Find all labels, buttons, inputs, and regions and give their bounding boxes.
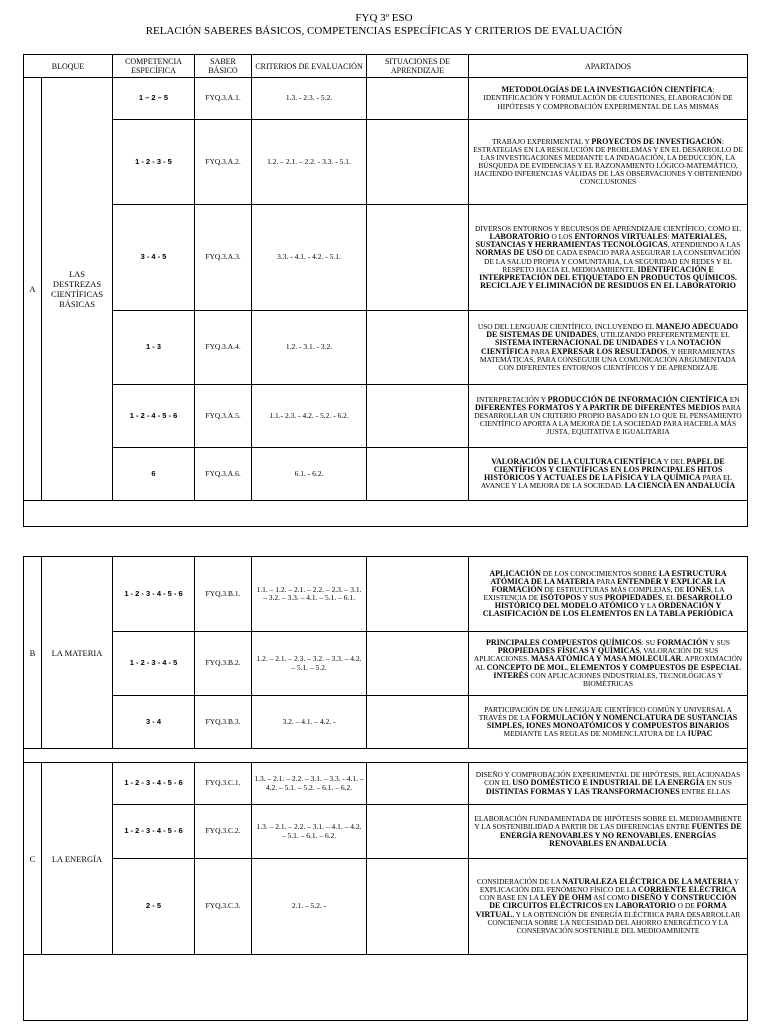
apartado-text: DE CADA ESPACIO PARA ASEGURAR LA CONSERVACIÓN DE LA SALUD PROPIA Y COMUNITARIA, LA SEGURIDAD EN REDES Y EL RESPETO HACIA EL MEDIOAMBIENTE. — [484, 248, 741, 274]
apartado-bold-text: DISEÑO Y CONSTRUCCIÓN DE CIRCUITOS ELÉCTRICOS — [489, 893, 737, 911]
apartado-text: EN SUS — [704, 778, 732, 788]
apartado-bold-text: ENTENDER Y EXPLICAR LA FORMACIÓN — [491, 576, 726, 594]
situaciones-cell — [367, 385, 469, 448]
apartado-text: USO DEL LENGUAJE CIENTÍFICO, INCLUYENDO EL — [477, 322, 656, 332]
col-saber: SABER BÁSICO — [195, 55, 252, 78]
table-row — [24, 763, 748, 805]
apartado-text: O DE — [675, 901, 697, 911]
apartado-text: , LA EXISTENCIA DE — [483, 584, 725, 602]
apartados-cell — [469, 632, 748, 696]
competencia-cell: 1 - 2 - 3 - 4 - 5 - 6 — [113, 805, 195, 859]
apartado-bold-text: PAPEL DE CIENTÍFICOS Y CIENTÍFICAS EN LOS PRINCIPALES HITOS HISTÓRICOS Y ACTUALES DE LA FÍSICA Y LA QUÍMICA — [484, 456, 725, 482]
block-name: LA MATERIA — [42, 557, 113, 749]
apartado-bold-text: LA ESTRUCTURA ATÓMICA DE LA MATERIA — [490, 568, 727, 586]
table-blank-row — [24, 955, 748, 1021]
apartado-text: DIVERSOS ENTORNOS Y RECURSOS DE APRENDIZAJE CIENTÍFICO, COMO EL — [475, 224, 742, 234]
saber-cell: FYQ.3.B.1. — [195, 557, 252, 632]
apartado-bold-text: LABORATORIO — [615, 901, 676, 911]
competencia-cell: 1 - 2 - 3 - 4 - 5 — [113, 632, 195, 696]
apartado-text: Y DEL — [661, 456, 687, 466]
apartado-text: EN — [727, 394, 740, 404]
apartado-bold-text: VALORACIÓN DE LA CULTURA CIENTÍFICA — [491, 456, 662, 466]
apartados-cell — [469, 78, 748, 120]
table-row — [24, 385, 748, 448]
apartado-text: PARA — [594, 576, 618, 586]
situaciones-cell — [367, 120, 469, 205]
apartado-text: Y LA — [657, 338, 678, 348]
apartado-text: Y SUS — [708, 638, 731, 648]
criterios-cell: 1.3. - 2.3. - 5.2. — [252, 78, 367, 120]
criterios-cell: 1.2. - 3.1. - 3.2. — [252, 311, 367, 385]
criterios-cell: 3.2. – 4.1. – 4.2. - — [252, 696, 367, 749]
saber-cell: FYQ.3.C.3. — [195, 859, 252, 955]
situaciones-cell — [367, 557, 469, 632]
criterios-cell: 2.1. – 5.2. - — [252, 859, 367, 955]
situaciones-cell — [367, 632, 469, 696]
apartados-cell — [469, 805, 748, 859]
competencia-cell: 2 - 5 — [113, 859, 195, 955]
competencia-cell: 3 - 4 - 5 — [113, 205, 195, 311]
apartados-cell — [469, 557, 748, 632]
block-letter: A — [24, 78, 42, 501]
apartado-text: , ATENDIENDO A LAS — [667, 240, 741, 250]
apartado-text: PARTICIPACIÓN DE UN LENGUAJE CIENTÍFICO COMÚN Y UNIVERSAL A TRAVÉS DE LA — [478, 704, 732, 722]
apartado-bold-text: NOTACIÓN CIENTÍFICA — [481, 338, 722, 356]
apartado-bold-text: CONCEPTO DE MOL. ELEMENTOS Y COMPUESTOS DE ESPECIAL INTERÉS — [486, 662, 741, 680]
situaciones-cell — [367, 448, 469, 501]
situaciones-cell — [367, 805, 469, 859]
apartado-text: : IDENTIFICACIÓN Y FORMULACIÓN DE CUESTIONES, ELABORACIÓN DE HIPÓTESIS Y COMPROBACIÓN EXPERIMENTAL DE LAS MISMAS — [483, 85, 733, 111]
apartado-bold-text: ORDENACIÓN Y CLASIFICACIÓN DE LOS ELEMENTOS EN LA TABLA PERIÓDICA — [482, 601, 734, 619]
criterios-cell: 1.1.- 2.3. - 4.2. - 5.2. - 6.2. — [252, 385, 367, 448]
apartado-bold-text: FORMULACIÓN Y NOMENCLATURA DE SUSTANCIAS SIMPLES, IONES MONOATÓMICOS Y COMPUESTOS BINARIOS — [486, 712, 738, 730]
table-row — [24, 448, 748, 501]
apartado-bold-text: MATERIALES, SUSTANCIAS Y HERRAMIENTAS TECNOLÓGICAS — [475, 232, 727, 250]
apartado-text: MEDIANTE LAS REGLAS DE NOMENCLATURA DE LA — [503, 729, 688, 739]
block-letter: B — [24, 557, 42, 749]
apartado-text: DE LOS CONOCIMIENTOS SOBRE — [540, 568, 659, 578]
apartado-bold-text: ISÓTOPOS — [540, 593, 581, 602]
competencia-cell: 1 - 2 - 3 - 5 — [113, 120, 195, 205]
apartado-text: . APROXIMACIÓN AL — [475, 654, 743, 672]
apartado-text: , UTILIZANDO PREFERENTEMENTE EL — [596, 330, 730, 340]
saber-cell: FYQ.3.B.3. — [195, 696, 252, 749]
table-row — [24, 120, 748, 205]
apartado-bold-text: CORRIENTE ELÉCTRICA — [638, 885, 737, 895]
table-row — [24, 632, 748, 696]
apartado-text: : — [667, 232, 672, 242]
apartado-text: CON BASE EN LA — [479, 893, 541, 903]
page-title: FYQ 3º ESO — [355, 12, 413, 24]
apartado-bold-text: ENTORNOS VIRTUALES — [574, 232, 668, 242]
table-blank-row — [24, 501, 748, 527]
apartados-cell — [469, 120, 748, 205]
table-row — [24, 805, 748, 859]
apartado-bold-text: MANEJO ADECUADO DE SISTEMAS DE UNIDADES — [486, 322, 739, 340]
col-bloque: BLOQUE — [24, 55, 113, 78]
apartado-bold-text: PRODUCCIÓN DE INFORMACIÓN CIENTÍFICA — [547, 394, 728, 404]
saber-cell: FYQ.3.A.6. — [195, 448, 252, 501]
col-situaciones: SITUACIONES DE APRENDIZAJE — [367, 55, 469, 78]
apartado-bold-text: PROPIEDADES — [604, 593, 663, 602]
saber-cell: FYQ.3.A.2. — [195, 120, 252, 205]
competencia-cell: 1 - 2 - 3 - 4 - 5 - 6 — [113, 763, 195, 805]
apartado-text: , Y HERRAMIENTAS MATEMÁTICAS, PARA CONSEGUIR UNA COMUNICACIÓN ARGUMENTADA CON DIFERENTES ENTORNOS CIENTÍFICOS Y DE APRENDIZAJE — [479, 346, 737, 372]
criterios-cell: 6.1. - 6.2. — [252, 448, 367, 501]
apartados-cell — [469, 385, 748, 448]
col-competencia: COMPETENCIA ESPECÍFICA — [113, 55, 195, 78]
block-name: LAS DESTREZAS CIENTÍFICAS BÁSICAS — [42, 78, 113, 501]
apartado-text: ELABORACIÓN FUNDAMENTADA DE HIPÓTESIS SOBRE EL MEDIOAMBIENTE Y LA SOSTENIBILIDAD A PARTIR DE LAS DIFERENCIAS ENTRE — [474, 814, 742, 832]
apartado-text: CONSIDERACIÓN DE LA — [476, 877, 563, 887]
situaciones-cell — [367, 205, 469, 311]
apartado-text: DE ESTRUCTURAS MÁS COMPLEJAS, DE — [542, 584, 687, 594]
apartado-bold-text: PROPIEDADES FÍSICAS Y QUÍMICAS — [497, 646, 640, 656]
situaciones-cell — [367, 696, 469, 749]
apartado-text: INTERPRETACIÓN Y — [476, 394, 548, 404]
apartado-text: Y SUS — [580, 593, 605, 602]
table-row — [24, 78, 748, 120]
apartado-text: EN — [602, 901, 616, 911]
apartado-text: CON APLICACIONES INDUSTRIALES, TECNOLÓGICAS Y BIOMÉTRICAS — [528, 670, 723, 688]
block-letter: C — [24, 763, 42, 955]
situaciones-cell — [367, 763, 469, 805]
apartado-bold-text: NATURALEZA ELÉCTRICA DE LA MATERIA — [562, 877, 733, 887]
situaciones-cell — [367, 78, 469, 120]
criterios-cell: 1.3. – 2.1. – 2.2. – 3.1. – 4.1. – 4.2. – 5.1. – 6.1. – 6.2. — [252, 805, 367, 859]
apartados-cell — [469, 763, 748, 805]
saber-cell: FYQ.3.A.1. — [195, 78, 252, 120]
situaciones-cell — [367, 311, 469, 385]
apartado-bold-text: PROYECTOS DE INVESTIGACIÓN — [591, 136, 722, 146]
apartado-bold-text: METODOLOGÍAS DE LA INVESTIGACIÓN CIENTÍFICA — [501, 85, 713, 95]
saber-cell: FYQ.3.A.5. — [195, 385, 252, 448]
apartado-text: PARA DESARROLLAR UN CRITERIO PROPIO BASADO EN LO QUE EL PENSAMIENTO CIENTÍFICO APORTA A LA MEJORA DE LA SOCIEDAD PARA HACERLA MÁS JUSTA, EQUITATIVA E IGUALITARIA — [474, 402, 742, 437]
table-row — [24, 696, 748, 749]
apartado-bold-text: NORMAS DE USO — [475, 248, 543, 258]
table-row — [24, 311, 748, 385]
block-name: LA ENERGÍA — [42, 763, 113, 955]
apartados-cell — [469, 448, 748, 501]
saber-cell: FYQ.3.C.2. — [195, 805, 252, 859]
apartados-cell — [469, 696, 748, 749]
table-row — [24, 859, 748, 955]
apartados-cell — [469, 205, 748, 311]
apartado-bold-text: DISTINTAS FORMAS Y LAS TRANSFORMACIONES — [485, 786, 680, 796]
apartado-text: , Y LA OBTENCIÓN DE ENERGÍA ELÉCTRICA PARA DESARROLLAR CONCIENCIA SOBRE LA NECESIDAD DEL AHORRO ENERGÉTICO Y LA CONSERVACIÓN SOSTENIBLE DEL MEDIOAMBIENTE — [487, 909, 741, 935]
apartado-text: , EL — [662, 593, 677, 602]
apartado-bold-text: LEY DE OHM — [540, 893, 592, 903]
competencia-cell: 6 — [113, 448, 195, 501]
apartado-bold-text: LA CIENCIA EN ANDALUCÍA — [624, 481, 736, 491]
apartado-bold-text: FUENTES DE ENERGÍA RENOVABLES Y NO RENOVABLES. ENERGÍAS RENOVABLES EN ANDALUCÍA — [499, 822, 742, 848]
table-row — [24, 205, 748, 311]
apartado-bold-text: IUPAC — [687, 729, 713, 739]
table-block-a — [23, 54, 748, 527]
apartado-bold-text: SISTEMA INTERNACIONAL DE UNIDADES — [494, 338, 658, 348]
apartado-text: DISEÑO Y COMPROBACIÓN EXPERIMENTAL DE HIPÓTESIS, RELACIONADAS CON EL — [475, 770, 741, 788]
apartado-bold-text: FORMACIÓN — [656, 638, 708, 648]
apartado-bold-text: IDENTIFICACIÓN E INTERPRETACIÓN DEL ETIQUETADO EN PRODUCTOS QUÍMICOS. RECICLAJE Y ELIMINACIÓN DE RESIDUOS EN EL LABORATORIO — [479, 264, 737, 290]
table-block-bc — [23, 556, 748, 1021]
table-blank-row — [24, 749, 748, 763]
apartado-text: PARA EL AVANCE Y LA MEJORA DE LA SOCIEDAD. — [480, 473, 733, 491]
competencia-cell: 1 – 2 – 5 — [113, 78, 195, 120]
criterios-cell: 1.2. – 2.1. – 2.3. – 3.2. – 3.3. – 4.2. – 5.1. – 5.2. — [252, 632, 367, 696]
apartado-bold-text: MASA ATÓMICA Y MASA MOLECULAR — [530, 654, 682, 664]
apartados-cell — [469, 859, 748, 955]
apartado-text: Y LA — [638, 601, 659, 611]
apartado-text: PARA — [529, 346, 552, 356]
saber-cell: FYQ.3.A.4. — [195, 311, 252, 385]
apartado-bold-text: LABORATORIO — [489, 232, 550, 242]
col-criterios: CRITERIOS DE EVALUACIÓN — [252, 55, 367, 78]
saber-cell: FYQ.3.A.3. — [195, 205, 252, 311]
apartado-bold-text: EXPRESAR LOS RESULTADOS — [551, 346, 668, 356]
criterios-cell: 1.2. – 2.1. – 2.2. - 3.3. - 5.1. — [252, 120, 367, 205]
competencia-cell: 1 - 3 — [113, 311, 195, 385]
apartado-bold-text: USO DOMÉSTICO E INDUSTRIAL DE LA ENERGÍA — [512, 778, 705, 788]
table-header-row — [24, 55, 748, 78]
saber-cell: FYQ.3.B.2. — [195, 632, 252, 696]
apartado-bold-text: FORMA VIRTUAL — [475, 901, 727, 919]
apartado-text: O LOS — [549, 232, 575, 242]
saber-cell: FYQ.3.C.1. — [195, 763, 252, 805]
competencia-cell: 3 - 4 — [113, 696, 195, 749]
apartado-text: , VALORACIÓN DE SUS APLICACIONES. — [473, 646, 719, 664]
apartado-text: : SU — [641, 638, 657, 648]
apartado-text: TRABAJO EXPERIMENTAL Y — [492, 136, 592, 146]
apartado-bold-text: PRINCIPALES COMPUESTOS QUÍMICOS — [485, 638, 642, 648]
criterios-cell: 3.3. - 4.1. - 4.2. - 5.1. — [252, 205, 367, 311]
criterios-cell: 1.3. – 2.1. – 2.2. – 3.1. – 3.3. - 4.1. – 4.2. – 5.1. – 5.2. – 6.1. – 6.2. — [252, 763, 367, 805]
apartado-bold-text: IONES — [686, 584, 711, 594]
apartado-bold-text: DESARROLLO HISTÓRICO DEL MODELO ATÓMICO — [494, 593, 733, 611]
col-apartados: APARTADOS — [469, 55, 748, 78]
situaciones-cell — [367, 859, 469, 955]
apartado-text: ASÍ COMO — [591, 893, 632, 903]
apartado-text: Y EXPLICACIÓN DEL FENÓMENO FÍSICO DE LA — [479, 877, 740, 895]
apartados-cell — [469, 311, 748, 385]
criterios-cell: 1.1. – 1.2. – 2.1. – 2.2. – 2.3. – 3.1. – 3.2. – 3.3. – 4.1. – 5.1. – 6.1. — [252, 557, 367, 632]
table-row — [24, 557, 748, 632]
page-subtitle: RELACIÓN SABERES BÁSICOS, COMPETENCIAS ESPECÍFICAS Y CRITERIOS DE EVALUACIÓN — [145, 25, 623, 37]
competencia-cell: 1 - 2 - 4 - 5 - 6 — [113, 385, 195, 448]
apartado-text: : ESTRATEGIAS EN LA RESOLUCIÓN DE PROBLEMAS Y EN EL DESARROLLO DE LAS INVESTIGACIONES MEDIANTE LA INDAGACIÓN, LA DEDUCCIÓN, LA BÚSQUEDA DE EVIDENCIAS Y EL RAZONAMIENTO LÓGICO-MATEMÁTICO, HACIENDO INFERENCIAS VÁLIDAS DE LAS OBSERVACIONES Y OBTENIENDO CONCLUSIONES — [473, 136, 743, 187]
apartado-text: ENTRE ELLAS — [679, 786, 731, 796]
apartado-bold-text: DIFERENTES FORMATOS Y A PARTIR DE DIFERENTES MEDIOS — [474, 402, 721, 412]
apartado-bold-text: APLICACIÓN — [489, 568, 541, 578]
competencia-cell: 1 - 2 - 3 - 4 - 5 - 6 — [113, 557, 195, 632]
